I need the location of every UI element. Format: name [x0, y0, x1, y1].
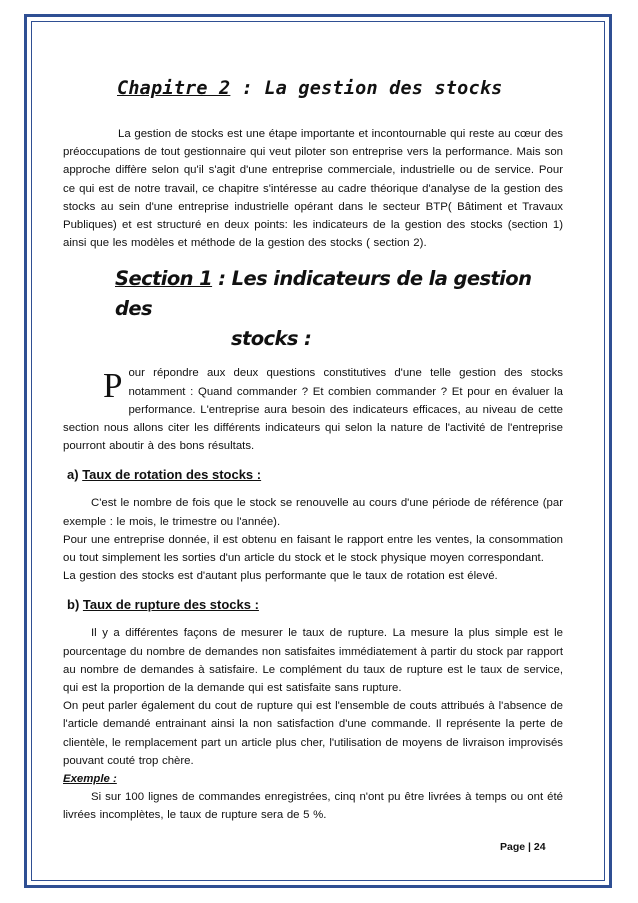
subsection-a-heading — [67, 467, 563, 482]
subsection-b-title: Taux de rupture des stocks : — [82, 597, 259, 613]
subsection-b-paragraph-2: On peut parler également du cout de rupture qui est l'ensemble de couts attribués à l'absence de l'article demandé entrainant ainsi la non satisfaction d'une commande. Il représente la perte de clientèle, le remplacement part un article plus cher, l'utilisation de moyens de livraison improvisés pouvant couté trop chère. — [63, 700, 563, 767]
subsection-a-marker: a) — [67, 467, 79, 483]
chapter-heading — [117, 78, 563, 99]
page-footer — [500, 841, 546, 853]
example-paragraph: Si sur 100 lignes de commandes enregistrées, cinq n'ont pu être livrées à temps ou ont été livrées incomplètes, le taux de rupture sera de 5 %. — [63, 791, 563, 822]
page-separator: | — [525, 841, 534, 853]
example-label: Exemple : — [63, 773, 117, 786]
page-content — [63, 78, 563, 824]
section-title-line2: stocks : — [231, 327, 312, 351]
subsection-b-marker: b) — [67, 597, 80, 613]
subsection-a-paragraph-3: La gestion des stocks est d'autant plus performante que le taux de rotation est élevé. — [63, 570, 498, 583]
subsection-a-paragraph-2: Pour une entreprise donnée, il est obtenu en faisant le rapport entre les ventes, la consommation ou tout simplement les sorties d'un article du stock et le stock physique moyen correspondant. — [63, 533, 563, 565]
drop-cap: P — [103, 366, 123, 406]
intro-paragraph: La gestion de stocks est une étape importante et incontournable qui reste au cœur des préoccupations de tout gestionnaire qui veut piloter son entreprise vers la performance. Mais son approche diffère selon qu'il s'agit d'une entreprise commerciale, industrielle ou de service. Pour ce qui est de notre travail, ce chapitre s'intéresse au cadre théorique d'analyse de la gestion des stocks au sein d'une entreprise industrielle opérant dans le secteur BTP( Bâtiment et Travaux Publiques) et est structuré en deux points: les indicateurs de la gestion des stocks (section 1) ainsi que les modèles et méthode de la gestion des stocks ( section 2). — [63, 128, 563, 250]
section-intro-text: our répondre aux deux questions constitutives d'une telle gestion des stocks notamment : Quand commander ? Et combien commander ? Et pour en évaluer la performance. L'entreprise aura besoin des indicateurs efficaces, au niveau de cette section nous allons citer les différents indicateurs qui selon la nature de l'activité de l'entreprise pourront aboutir à des bons résultats. — [63, 367, 563, 453]
section-title-line1: : Les indicateurs de la gestion des — [115, 267, 532, 321]
page-number: 24 — [533, 841, 546, 853]
page-label: Page — [500, 841, 526, 853]
subsection-b-paragraph-1: Il y a différentes façons de mesurer le taux de rupture. La mesure la plus simple est le pourcentage du nombre de demandes non satisfaites immédiatement à partir du stock par rapport au nombre de demandes à satisfaire. Le complément du taux de rupture est le taux de service, qui est la proportion de la demande qui est satisfaite sans rupture. — [63, 627, 563, 695]
subsection-a-paragraph-1: C'est le nombre de fois que le stock se renouvelle au cours d'une période de référence (par exemple : le mois, le trimestre ou l'année). — [63, 497, 563, 528]
subsection-a-title: Taux de rotation des stocks : — [82, 467, 262, 483]
chapter-label: Chapitre 2 — [117, 78, 231, 99]
section-intro-paragraph — [63, 364, 563, 455]
chapter-title: : La gestion des stocks — [230, 78, 503, 99]
section-label: Section 1 — [115, 267, 213, 291]
subsection-b-heading — [67, 597, 563, 612]
section-heading — [115, 264, 563, 354]
